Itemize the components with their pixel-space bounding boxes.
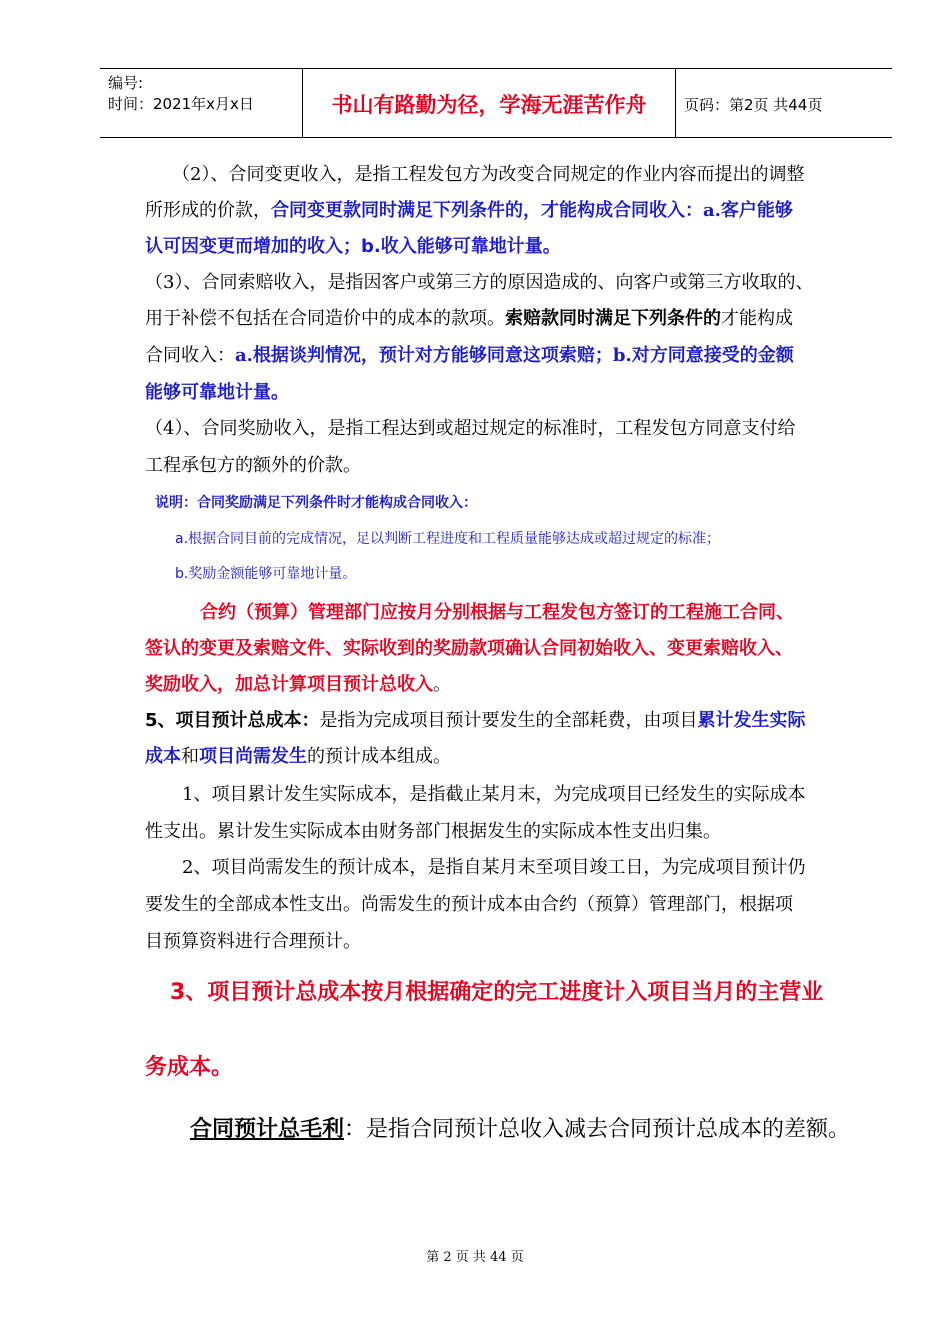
red-para-text: 奖励收入，加总计算项目预计总收入 bbox=[145, 674, 433, 695]
section-5-term-2: 项目尚需发生 bbox=[199, 746, 307, 767]
para-3-line-3 bbox=[145, 341, 794, 367]
section-5-text: 是指为完成项目预计要发生的全部耗费，由项目 bbox=[319, 710, 698, 731]
header-motto: 书山有路勤为径，学海无涯苦作舟 bbox=[331, 93, 647, 117]
section-5-item-2-line-3: 目预算资料进行合理预计。 bbox=[145, 931, 361, 952]
section-5-line-2 bbox=[145, 742, 451, 768]
note-title: 说明：合同奖励满足下列条件时才能构成合同收入： bbox=[155, 495, 477, 511]
section-5-item-1-line-2: 性支出。累计发生实际成本由财务部门根据发生的实际成本性支出归集。 bbox=[145, 821, 721, 842]
para-3-line-1: （3）、合同索赔收入，是指因客户或第三方的原因造成的、向客户或第三方收取的、 bbox=[145, 272, 814, 293]
para-2-line-1: （2）、合同变更收入，是指工程发包方为改变合同规定的作业内容而提出的调整 bbox=[172, 164, 805, 185]
section-3-line-1: 3、项目预计总成本按月根据确定的完工进度计入项目当月的主营业 bbox=[170, 980, 824, 1005]
para-3-line-2 bbox=[145, 304, 793, 330]
page-header bbox=[100, 68, 892, 138]
para-4-line-2: 工程承包方的额外的价款。 bbox=[145, 455, 361, 476]
header-page-cell bbox=[676, 69, 892, 137]
para-4-line-1: （4）、合同奖励收入，是指工程达到或超过规定的标准时，工程发包方同意支付给 bbox=[145, 418, 796, 439]
section-5-item-2-line-1: 2、项目尚需发生的预计成本，是指自某月末至项目竣工日，为完成项目预计仍 bbox=[182, 857, 806, 878]
header-motto-cell bbox=[303, 69, 676, 137]
header-page-info: 页码：第2页 共44页 bbox=[684, 96, 823, 114]
document-time-label: 时间：2021年x月x日 bbox=[108, 95, 254, 113]
section-5-item-2-line-2: 要发生的全部成本性支出。尚需发生的预计成本由合约（预算）管理部门，根据项 bbox=[145, 894, 793, 915]
red-para-line-2: 签认的变更及索赔文件、实际收到的奖励款项确认合同初始收入、变更索赔收入、 bbox=[145, 638, 793, 659]
para-3-tail: 才能构成 bbox=[721, 308, 793, 329]
page-footer: 第 2 页 共 44 页 bbox=[426, 1250, 524, 1265]
para-3-conditions: a.根据谈判情况，预计对方能够同意这项索赔；b.对方同意接受的金额 bbox=[235, 345, 794, 366]
red-para-period: 。 bbox=[433, 674, 451, 695]
section-3-line-2: 务成本。 bbox=[145, 1055, 234, 1080]
gross-profit-text: 是指合同预计总收入减去合同预计总成本的差额。 bbox=[366, 1117, 851, 1142]
para-3-emphasis: 索赔款同时满足下列条件的 bbox=[505, 308, 721, 329]
gross-profit-definition bbox=[190, 1112, 850, 1143]
document-number-label: 编号: bbox=[108, 74, 144, 92]
note-item-b: b.奖励金额能够可靠地计量。 bbox=[175, 566, 357, 582]
para-2-line-3: 认可因变更而增加的收入；b.收入能够可靠地计量。 bbox=[145, 236, 561, 257]
section-5-and: 和 bbox=[181, 746, 199, 767]
note-item-a: a.根据合同目前的完成情况，足以判断工程进度和工程质量能够达成或超过规定的标准； bbox=[175, 531, 721, 547]
red-para-line-3 bbox=[145, 670, 451, 696]
para-3-text: 用于补偿不包括在合同造价中的成本的款项。 bbox=[145, 308, 505, 329]
para-2-text: 所形成的价款， bbox=[145, 200, 271, 221]
para-2-conditions: 合同变更款同时满足下列条件的，才能构成合同收入：a.客户能够 bbox=[271, 200, 793, 221]
para-3-line-4: 能够可靠地计量。 bbox=[145, 382, 289, 403]
section-5-heading: 5、项目预计总成本： bbox=[145, 710, 320, 731]
gross-profit-term: 合同预计总毛利 bbox=[190, 1117, 345, 1142]
red-para-line-1: 合约（预算）管理部门应按月分别根据与工程发包方签订的工程施工合同、 bbox=[200, 602, 794, 623]
section-5-item-1-line-1: 1、项目累计发生实际成本，是指截止某月末，为完成项目已经发生的实际成本 bbox=[182, 784, 806, 805]
section-5-term-1-tail: 成本 bbox=[145, 746, 181, 767]
section-5-term-1: 累计发生实际 bbox=[697, 710, 806, 731]
para-3-label: 合同收入： bbox=[145, 345, 235, 366]
section-5-tail: 的预计成本组成。 bbox=[307, 746, 451, 767]
header-meta-cell bbox=[100, 69, 303, 137]
section-5-line-1 bbox=[145, 706, 806, 732]
gross-profit-colon: ： bbox=[344, 1117, 367, 1142]
para-2-line-2 bbox=[145, 196, 793, 222]
